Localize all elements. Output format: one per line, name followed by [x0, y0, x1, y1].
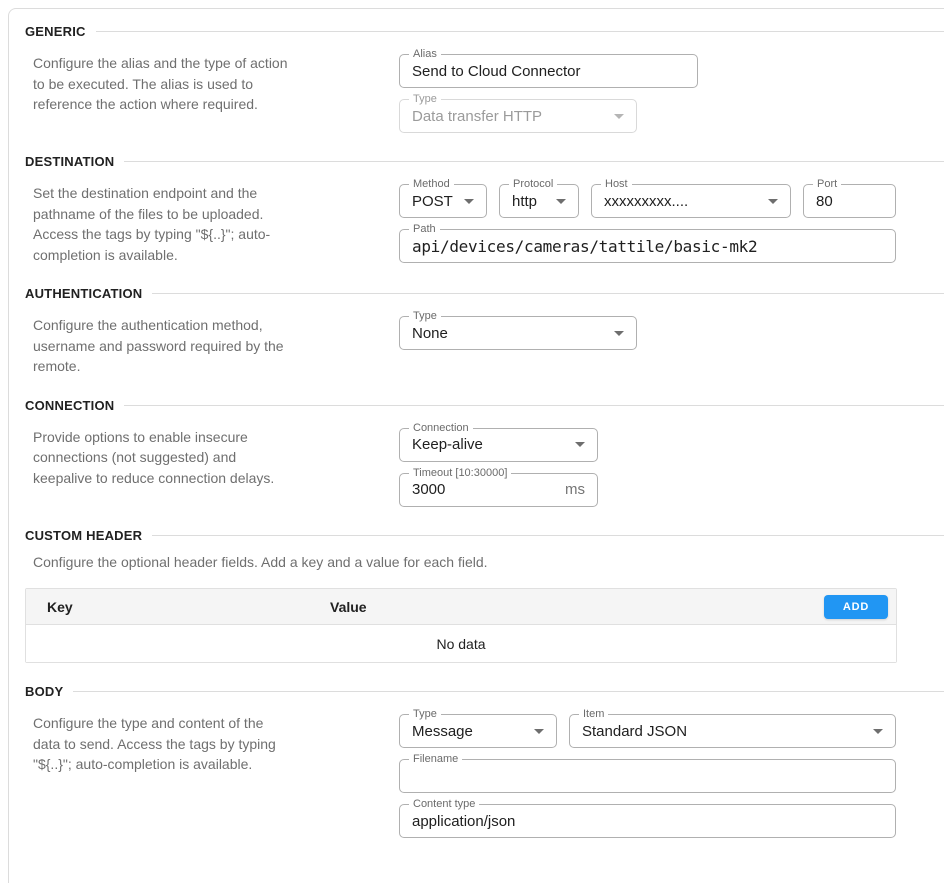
generic-section-header	[25, 24, 944, 39]
port-field	[803, 178, 896, 218]
custom-header-section-description: Configure the optional header fields. Add a key and a value for each field.	[33, 553, 488, 570]
connection-section-header	[25, 398, 944, 413]
alias-field	[399, 48, 698, 88]
destination-section-title: DESTINATION	[25, 154, 115, 169]
section-body-config	[25, 684, 896, 838]
item-select-value: Standard JSON	[582, 722, 688, 740]
custom-header-table	[25, 588, 897, 663]
timeout-unit-label: ms	[565, 481, 585, 498]
generic-section-description: Configure the alias and the type of action to be executed. The alias is used to reference the action where required.	[33, 55, 288, 112]
section-destination	[25, 154, 896, 265]
section-authentication	[25, 286, 896, 377]
dropdown-arrow-icon	[534, 729, 544, 734]
method-select[interactable]	[399, 178, 487, 218]
key-column-header: Key	[47, 598, 73, 615]
connection-select[interactable]	[399, 421, 598, 462]
body-type-select-value: Message	[412, 722, 473, 740]
body-section-title: BODY	[25, 684, 64, 699]
item-select-label: Item	[579, 708, 608, 721]
section-generic	[25, 24, 896, 133]
host-select[interactable]	[591, 178, 791, 218]
body-type-select-label: Type	[409, 708, 441, 721]
custom-header-section-title: CUSTOM HEADER	[25, 527, 143, 543]
path-input[interactable]	[400, 230, 895, 262]
path-field	[399, 223, 896, 263]
alias-field-label: Alias	[409, 48, 441, 61]
protocol-select-label: Protocol	[509, 178, 557, 191]
timeout-field	[399, 466, 598, 507]
section-divider	[124, 405, 944, 406]
method-select-value: POST	[412, 192, 453, 210]
auth-type-select[interactable]	[399, 310, 637, 350]
body-section-header	[25, 684, 944, 699]
custom-header-table-head	[26, 589, 896, 625]
host-select-label: Host	[601, 178, 632, 191]
section-divider	[124, 161, 944, 162]
section-divider	[96, 31, 944, 32]
alias-input[interactable]	[400, 55, 697, 87]
path-field-label: Path	[409, 223, 440, 236]
section-connection	[25, 398, 896, 507]
section-divider	[152, 535, 944, 536]
table-empty-row: No data	[26, 625, 896, 662]
auth-type-select-label: Type	[409, 310, 441, 323]
connection-select-value: Keep-alive	[412, 436, 483, 453]
action-type-select[interactable]	[399, 93, 637, 133]
section-divider	[73, 691, 944, 692]
section-divider	[152, 293, 944, 294]
authentication-section-header	[25, 286, 944, 301]
dropdown-arrow-icon	[575, 442, 585, 447]
connection-section-description: Provide options to enable insecure connections (not suggested) and keepalive to reduce connection delays.	[33, 428, 275, 486]
dropdown-arrow-icon	[556, 199, 566, 204]
connection-section-title: CONNECTION	[25, 397, 115, 413]
dropdown-arrow-icon	[873, 729, 883, 734]
settings-card	[8, 8, 944, 883]
body-type-select[interactable]	[399, 708, 557, 748]
host-select-value: xxxxxxxxx....	[604, 192, 689, 210]
dropdown-arrow-icon	[614, 331, 624, 336]
item-select[interactable]	[569, 708, 896, 748]
action-type-select-value: Data transfer HTTP	[412, 107, 543, 125]
custom-header-section-header	[25, 528, 944, 543]
content-type-field	[399, 798, 896, 838]
filename-field-label: Filename	[409, 753, 462, 766]
filename-input[interactable]	[400, 760, 895, 792]
filename-field	[399, 753, 896, 793]
timeout-field-label: Timeout [10:30000]	[409, 467, 511, 480]
dropdown-arrow-icon	[768, 199, 778, 204]
destination-section-header	[25, 154, 944, 169]
dropdown-arrow-icon	[464, 199, 474, 204]
section-custom-header	[25, 528, 896, 664]
port-field-label: Port	[813, 178, 841, 191]
method-select-label: Method	[409, 178, 454, 191]
auth-type-select-value: None	[412, 324, 448, 342]
protocol-select[interactable]	[499, 178, 579, 218]
add-header-button[interactable]: ADD	[824, 595, 888, 619]
dropdown-arrow-icon	[614, 114, 624, 119]
authentication-section-title: AUTHENTICATION	[25, 286, 143, 301]
body-section-description: Configure the type and content of the data to send. Access the tags by typing "${..}"; auto-completion is available.	[33, 715, 276, 772]
protocol-select-value: http	[512, 192, 538, 210]
authentication-section-description: Configure the authentication method, username and password required by the remote.	[33, 317, 284, 374]
action-type-select-label: Type	[409, 93, 441, 106]
generic-section-title: GENERIC	[25, 24, 86, 39]
destination-section-description: Set the destination endpoint and the pathname of the files to be uploaded. Access the tags by typing "${..}"; auto-completion is available.	[33, 185, 271, 263]
value-column-header: Value	[330, 598, 367, 615]
content-type-field-label: Content type	[409, 798, 479, 811]
connection-select-label: Connection	[409, 422, 473, 435]
